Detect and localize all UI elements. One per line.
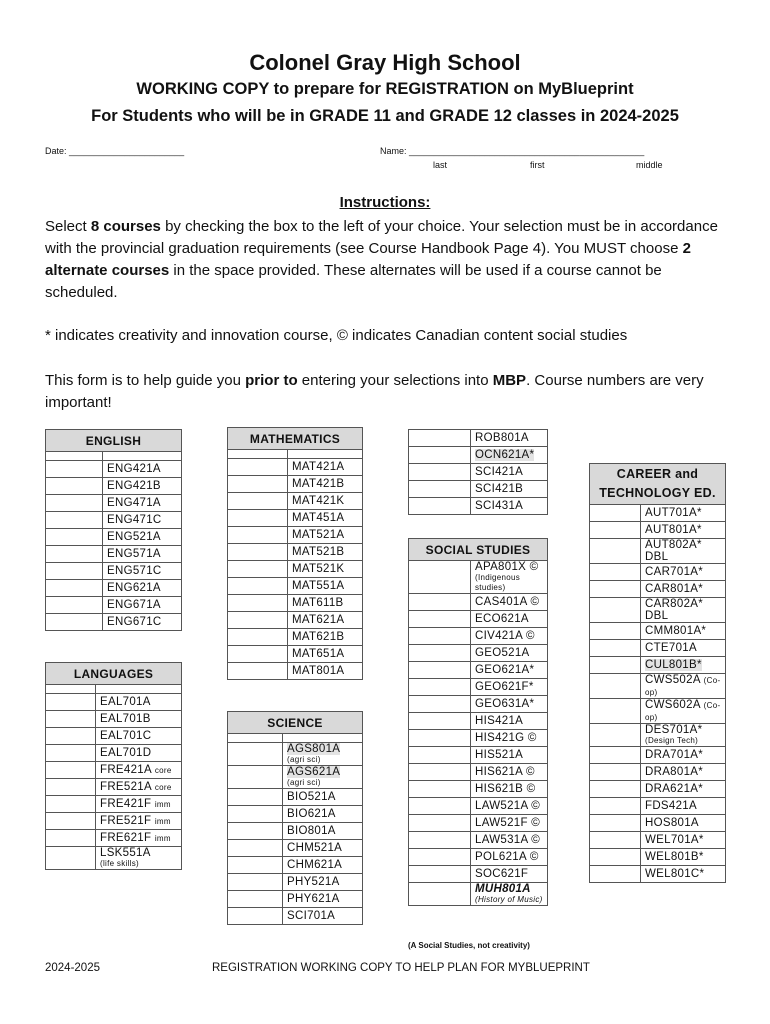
course-code: MAT521K (288, 561, 363, 578)
course-checkbox[interactable] (409, 815, 471, 832)
course-code: AUT802A* DBL (641, 539, 726, 564)
social-studies-footnote: (A Social Studies, not creativity) (408, 941, 530, 950)
course-code: EAL701B (96, 711, 182, 728)
course-code: LSK551A (life skills) (96, 847, 182, 870)
course-code: MAT421A (288, 459, 363, 476)
course-checkbox[interactable] (409, 611, 471, 628)
course-code: CAR701A* (641, 564, 726, 581)
math-table (227, 427, 363, 680)
course-code: PHY521A (283, 874, 363, 891)
course-code: LAW521F © (471, 815, 548, 832)
course-code: DRA621A* (641, 781, 726, 798)
course-checkbox[interactable] (590, 849, 641, 866)
course-checkbox[interactable] (409, 798, 471, 815)
course-checkbox[interactable] (590, 699, 641, 724)
course-checkbox[interactable] (409, 832, 471, 849)
course-checkbox[interactable] (409, 730, 471, 747)
course-code: WEL701A* (641, 832, 726, 849)
course-checkbox[interactable] (46, 796, 96, 813)
course-checkbox[interactable] (228, 743, 283, 766)
course-code: ENG621A (103, 580, 182, 597)
course-checkbox[interactable] (409, 481, 471, 498)
course-checkbox[interactable] (46, 847, 96, 870)
course-code: MAT451A (288, 510, 363, 527)
course-code: ENG671C (103, 614, 182, 631)
course-code: EAL701D (96, 745, 182, 762)
course-code: BIO521A (283, 789, 363, 806)
audience-line: For Students who will be in GRADE 11 and GRADE 12 classes in 2024-2025 (91, 107, 679, 125)
course-checkbox[interactable] (228, 874, 283, 891)
course-checkbox[interactable] (590, 866, 641, 883)
course-code: BIO621A (283, 806, 363, 823)
footer-caption: REGISTRATION WORKING COPY TO HELP PLAN FOR MYBLUEPRINT (212, 962, 590, 974)
course-checkbox[interactable] (228, 789, 283, 806)
course-code: ENG571A (103, 546, 182, 563)
course-code: MAT551A (288, 578, 363, 595)
course-checkbox[interactable] (409, 696, 471, 713)
date-field[interactable]: Date: _______________________ (45, 146, 185, 156)
course-code: ENG471A (103, 495, 182, 512)
course-code: MAT621A (288, 612, 363, 629)
course-code: SCI421B (471, 481, 548, 498)
course-checkbox[interactable] (228, 908, 283, 925)
name-field[interactable]: Name: _______________________________________________ (380, 146, 645, 156)
course-checkbox[interactable] (409, 883, 471, 906)
social-studies-header: SOCIAL STUDIES (409, 539, 548, 561)
course-code: OCN621A* (471, 447, 548, 464)
course-code: HIS421G © (471, 730, 548, 747)
course-checkbox[interactable] (409, 645, 471, 662)
course-checkbox[interactable] (46, 830, 96, 847)
course-checkbox[interactable] (228, 459, 288, 476)
course-code: FRE521A core (96, 779, 182, 796)
course-code: MAT651A (288, 646, 363, 663)
science-header: SCIENCE (228, 712, 363, 734)
course-checkbox[interactable] (590, 798, 641, 815)
course-code: ENG421B (103, 478, 182, 495)
course-code: FRE521F imm (96, 813, 182, 830)
course-checkbox[interactable] (46, 563, 103, 580)
course-checkbox[interactable] (228, 646, 288, 663)
course-code: CHM621A (283, 857, 363, 874)
course-code: SCI431A (471, 498, 548, 515)
course-code: HIS621B © (471, 781, 548, 798)
course-checkbox[interactable] (46, 512, 103, 529)
course-code: DRA701A* (641, 747, 726, 764)
course-checkbox[interactable] (590, 657, 641, 674)
course-code: CIV421A © (471, 628, 548, 645)
course-checkbox[interactable] (590, 623, 641, 640)
legend-paragraph: * indicates creativity and innovation course, © indicates Canadian content social studies (45, 327, 628, 344)
course-code: FRE421F imm (96, 796, 182, 813)
course-checkbox[interactable] (46, 711, 96, 728)
course-code: PHY621A (283, 891, 363, 908)
document-subtitle: WORKING COPY to prepare for REGISTRATION on MyBlueprint (136, 80, 634, 98)
science-table (227, 711, 363, 925)
course-code: EAL701C (96, 728, 182, 745)
course-code: WEL801B* (641, 849, 726, 866)
social-studies-table (408, 538, 548, 906)
course-checkbox[interactable] (46, 597, 103, 614)
course-checkbox[interactable] (590, 764, 641, 781)
english-header: ENGLISH (46, 430, 182, 452)
course-code: GEO631A* (471, 696, 548, 713)
course-code: SOC621F (471, 866, 548, 883)
course-code: CMM801A* (641, 623, 726, 640)
course-checkbox[interactable] (228, 578, 288, 595)
course-code: AUT801A* (641, 522, 726, 539)
course-checkbox[interactable] (46, 461, 103, 478)
course-checkbox[interactable] (228, 629, 288, 646)
course-checkbox[interactable] (409, 594, 471, 611)
course-code: CWS502A (Co-op) (641, 674, 726, 699)
course-checkbox[interactable] (46, 813, 96, 830)
languages-header: LANGUAGES (46, 663, 182, 685)
guidance-paragraph: This form is to help guide you prior to entering your selections into MBP. Course numbers are very important! (45, 372, 704, 411)
course-checkbox[interactable] (409, 781, 471, 798)
course-code: ENG571C (103, 563, 182, 580)
course-code: MAT801A (288, 663, 363, 680)
course-checkbox[interactable] (46, 745, 96, 762)
course-checkbox[interactable] (409, 866, 471, 883)
course-code: CUL801B* (641, 657, 726, 674)
course-checkbox[interactable] (228, 510, 288, 527)
course-checkbox[interactable] (409, 430, 471, 447)
course-code: FDS421A (641, 798, 726, 815)
course-checkbox[interactable] (409, 662, 471, 679)
course-code: ENG471C (103, 512, 182, 529)
course-checkbox[interactable] (590, 505, 641, 522)
course-code: BIO801A (283, 823, 363, 840)
course-checkbox[interactable] (590, 674, 641, 699)
course-code: CHM521A (283, 840, 363, 857)
course-checkbox[interactable] (46, 478, 103, 495)
course-checkbox[interactable] (409, 447, 471, 464)
course-code: FRE421A core (96, 762, 182, 779)
course-checkbox[interactable] (46, 779, 96, 796)
instructions-heading: Instructions: (339, 194, 431, 211)
course-checkbox[interactable] (590, 640, 641, 657)
course-checkbox[interactable] (228, 612, 288, 629)
course-checkbox[interactable] (409, 713, 471, 730)
course-checkbox[interactable] (228, 527, 288, 544)
career-tech-table (589, 463, 726, 883)
course-checkbox[interactable] (590, 747, 641, 764)
course-code: HIS521A (471, 747, 548, 764)
name-last-label: last (433, 160, 448, 170)
course-checkbox[interactable] (590, 815, 641, 832)
course-code: SCI701A (283, 908, 363, 925)
course-checkbox[interactable] (228, 476, 288, 493)
course-code: DRA801A* (641, 764, 726, 781)
course-code: LAW521A © (471, 798, 548, 815)
course-checkbox[interactable] (409, 679, 471, 696)
course-checkbox[interactable] (590, 522, 641, 539)
course-checkbox[interactable] (46, 529, 103, 546)
course-code: AUT701A* (641, 505, 726, 522)
course-checkbox[interactable] (409, 561, 471, 594)
course-code: MAT521A (288, 527, 363, 544)
career-tech-header: CAREER and TECHNOLOGY ED. (590, 464, 726, 505)
course-checkbox[interactable] (228, 766, 283, 789)
course-checkbox[interactable] (46, 495, 103, 512)
course-checkbox[interactable] (228, 823, 283, 840)
course-code: ENG421A (103, 461, 182, 478)
course-checkbox[interactable] (228, 561, 288, 578)
course-code: MAT421B (288, 476, 363, 493)
course-code: AGS801A (agri sci) (283, 743, 363, 766)
course-code: HIS421A (471, 713, 548, 730)
course-code: MAT421K (288, 493, 363, 510)
course-checkbox[interactable] (590, 832, 641, 849)
course-code: LAW531A © (471, 832, 548, 849)
course-code: APA801X © (Indigenous studies) (471, 561, 548, 594)
course-code: HOS801A (641, 815, 726, 832)
course-code: MAT611B (288, 595, 363, 612)
course-code: ROB801A (471, 430, 548, 447)
instructions-paragraph: Select 8 courses by checking the box to the left of your choice. Your selection must be in accordance with the provincial graduation requirements (see Course Handbook Page 4). You MUST choose 2 alternate courses in the space provided. These alternates will be used if a course cannot be scheduled. (45, 218, 718, 301)
course-code: SCI421A (471, 464, 548, 481)
course-checkbox[interactable] (46, 614, 103, 631)
course-code: WEL801C* (641, 866, 726, 883)
course-checkbox[interactable] (409, 849, 471, 866)
name-middle-label: middle (636, 160, 663, 170)
course-code: CAS401A © (471, 594, 548, 611)
course-checkbox[interactable] (590, 539, 641, 564)
course-checkbox[interactable] (590, 724, 641, 747)
course-checkbox[interactable] (46, 546, 103, 563)
course-checkbox[interactable] (228, 806, 283, 823)
course-checkbox[interactable] (228, 891, 283, 908)
course-checkbox[interactable] (228, 663, 288, 680)
name-first-label: first (530, 160, 545, 170)
course-checkbox[interactable] (228, 857, 283, 874)
course-code: FRE621F imm (96, 830, 182, 847)
course-code: MUH801A (History of Music) (471, 883, 548, 906)
course-checkbox[interactable] (228, 840, 283, 857)
course-code: ENG671A (103, 597, 182, 614)
course-checkbox[interactable] (228, 544, 288, 561)
misc-courses-table (408, 429, 548, 515)
course-code: CWS602A (Co-op) (641, 699, 726, 724)
course-code: GEO621A* (471, 662, 548, 679)
english-table (45, 429, 182, 631)
course-checkbox[interactable] (46, 580, 103, 597)
course-code: ENG521A (103, 529, 182, 546)
course-checkbox[interactable] (46, 728, 96, 745)
course-checkbox[interactable] (590, 581, 641, 598)
course-code: GEO621F* (471, 679, 548, 696)
course-checkbox[interactable] (590, 564, 641, 581)
course-checkbox[interactable] (228, 595, 288, 612)
course-checkbox[interactable] (409, 747, 471, 764)
course-code: MAT621B (288, 629, 363, 646)
footer-year: 2024-2025 (45, 962, 100, 974)
course-checkbox[interactable] (409, 628, 471, 645)
school-title: Colonel Gray High School (249, 50, 521, 75)
course-checkbox[interactable] (590, 781, 641, 798)
course-code: POL621A © (471, 849, 548, 866)
course-code: ECO621A (471, 611, 548, 628)
course-code: CAR801A* (641, 581, 726, 598)
languages-table (45, 662, 182, 870)
course-code: EAL701A (96, 694, 182, 711)
math-header: MATHEMATICS (228, 428, 363, 450)
course-code: HIS621A © (471, 764, 548, 781)
course-code: MAT521B (288, 544, 363, 561)
course-checkbox[interactable] (46, 762, 96, 779)
course-checkbox[interactable] (46, 694, 96, 711)
course-code: DES701A* (Design Tech) (641, 724, 726, 747)
course-code: AGS621A (agri sci) (283, 766, 363, 789)
course-code: CTE701A (641, 640, 726, 657)
course-checkbox[interactable] (228, 493, 288, 510)
course-code: CAR802A* DBL (641, 598, 726, 623)
course-checkbox[interactable] (409, 464, 471, 481)
course-code: GEO521A (471, 645, 548, 662)
course-checkbox[interactable] (409, 498, 471, 515)
course-checkbox[interactable] (409, 764, 471, 781)
course-checkbox[interactable] (590, 598, 641, 623)
